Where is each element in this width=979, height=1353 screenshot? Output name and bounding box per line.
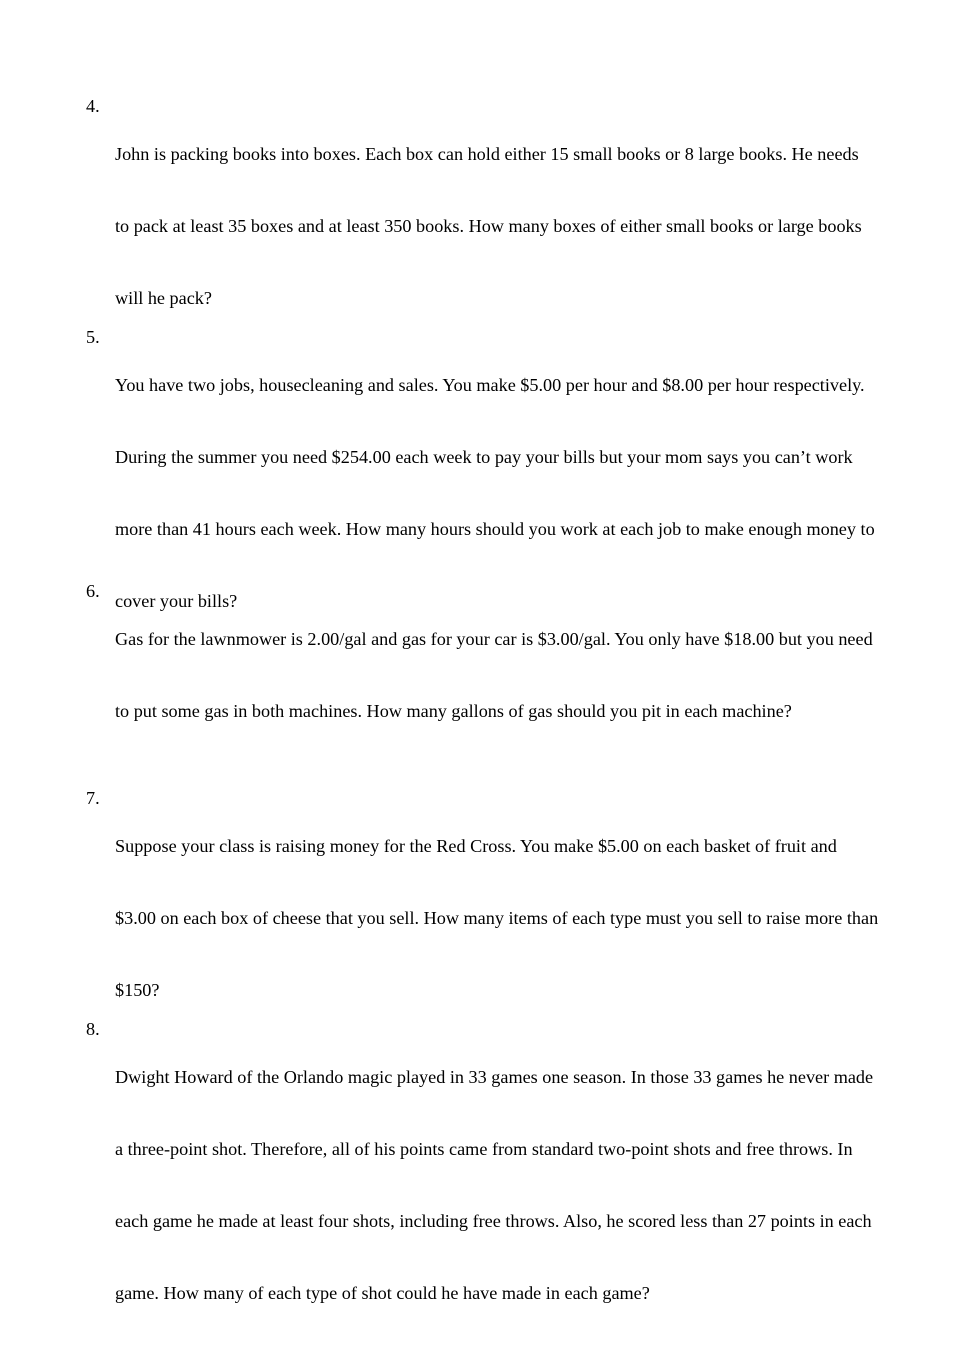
problem-line: You have two jobs, housecleaning and sales. You make $5.00 per hour and $8.00 per hour respectively.	[115, 375, 865, 395]
problem-7	[86, 786, 926, 1050]
problem-line: to put some gas in both machines. How many gallons of gas should you pit in each machine?	[115, 701, 792, 721]
problem-number: 4.	[86, 96, 100, 116]
problem-8	[86, 1017, 926, 1353]
problem-line: John is packing books into boxes. Each box can hold either 15 small books or 8 large books. He needs	[115, 144, 859, 164]
problem-line: During the summer you need $254.00 each week to pay your bills but your mom says you can’t work	[115, 447, 853, 467]
problem-number: 7.	[86, 788, 100, 808]
problem-4	[86, 94, 926, 358]
problem-line: $150?	[115, 980, 160, 1000]
problem-line: each game he made at least four shots, including free throws. Also, he scored less than 27 points in each	[115, 1211, 872, 1231]
problem-number: 5.	[86, 327, 100, 347]
problem-text	[115, 94, 926, 358]
problem-line: to pack at least 35 boxes and at least 350 books. How many boxes of either small books or large books	[115, 216, 862, 236]
problem-line: Dwight Howard of the Orlando magic played in 33 games one season. In those 33 games he never made	[115, 1067, 874, 1087]
problem-line: a three-point shot. Therefore, all of his points came from standard two-point shots and free throws. In	[115, 1139, 853, 1159]
problem-line: Gas for the lawnmower is 2.00/gal and gas for your car is $3.00/gal. You only have $18.00 but you need	[115, 629, 873, 649]
problem-line: more than 41 hours each week. How many hours should you work at each job to make enough money to	[115, 519, 875, 539]
problem-6	[86, 579, 926, 771]
problem-line: game. How many of each type of shot could he have made in each game?	[115, 1283, 650, 1303]
problem-number: 8.	[86, 1019, 100, 1039]
problem-line: will he pack?	[115, 288, 212, 308]
problem-line: cover your bills?	[115, 591, 238, 611]
problem-number: 6.	[86, 581, 100, 601]
problem-line: $3.00 on each box of cheese that you sell. How many items of each type must you sell to raise more than	[115, 908, 879, 928]
problem-line: Suppose your class is raising money for the Red Cross. You make $5.00 on each basket of fruit and	[115, 836, 837, 856]
problem-text	[115, 1017, 926, 1353]
problem-text	[115, 786, 926, 1050]
problem-text	[115, 579, 926, 771]
